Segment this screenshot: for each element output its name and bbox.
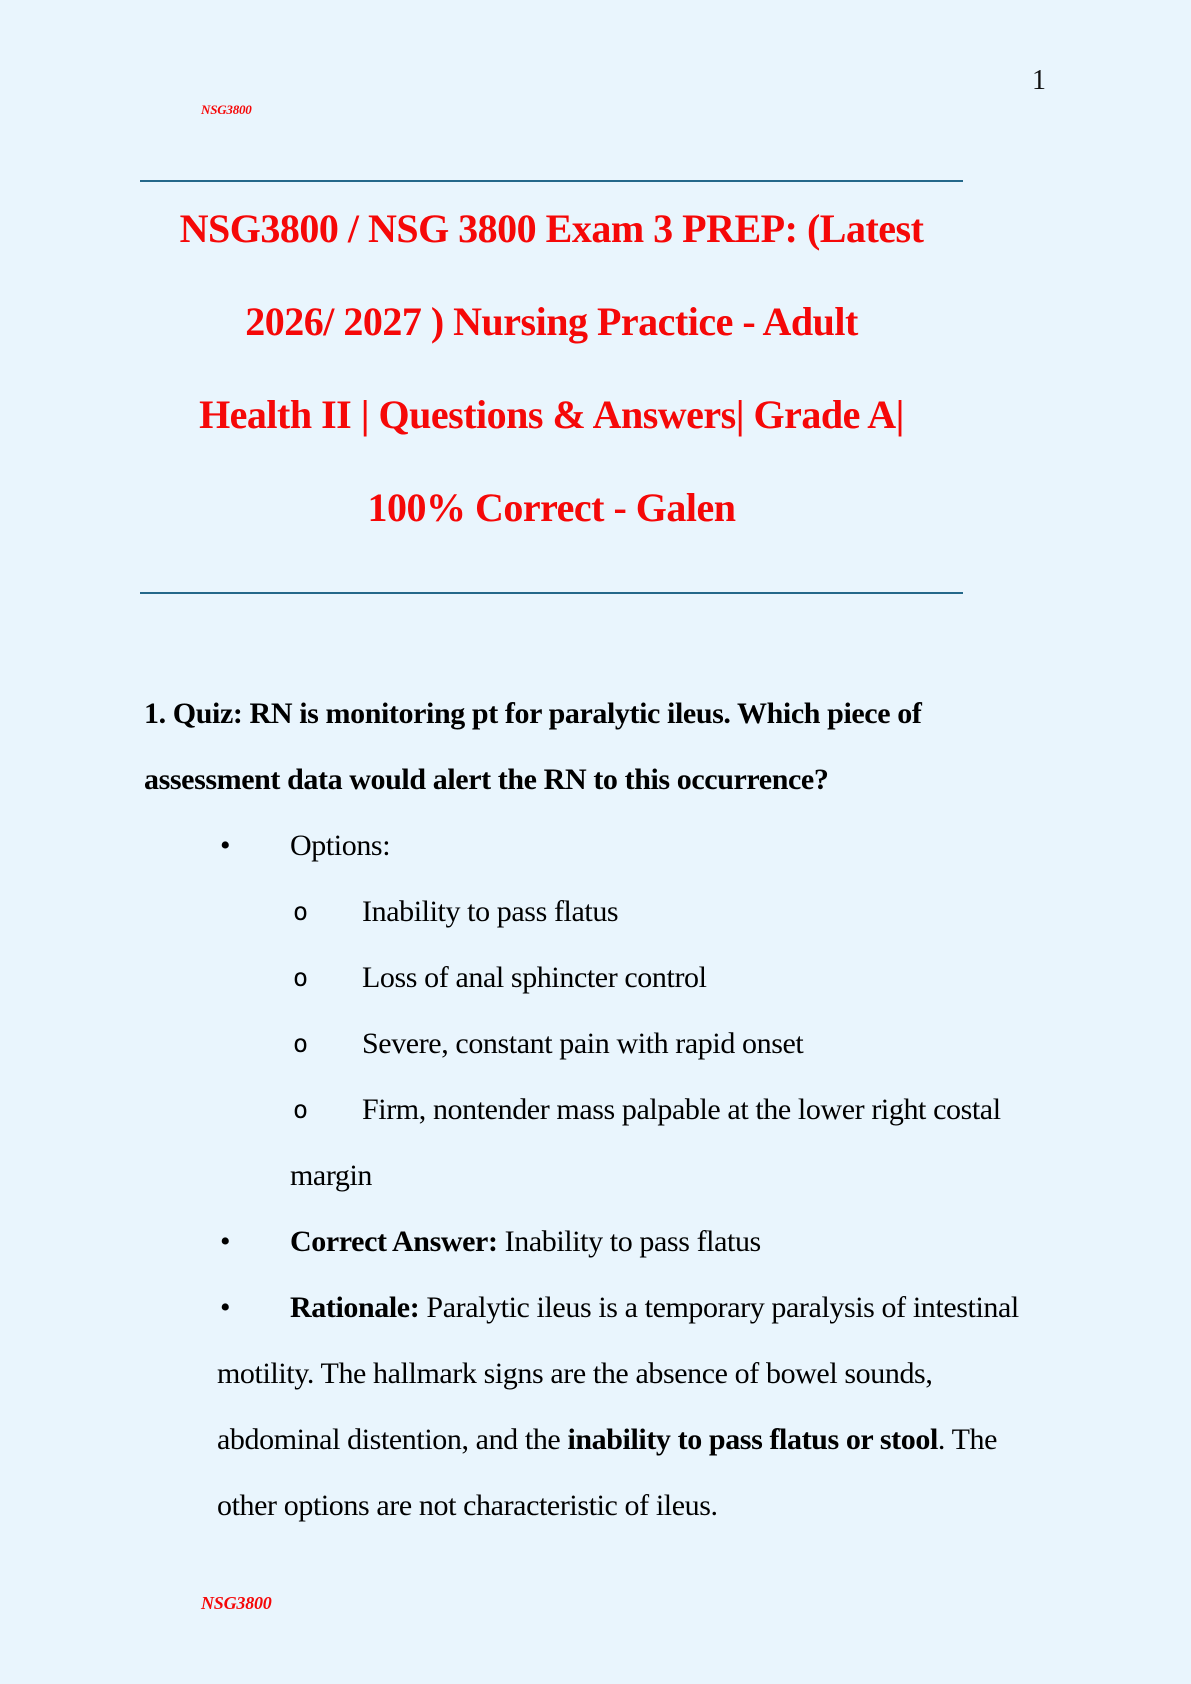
list-item-option-4 (144, 1077, 1060, 1209)
circle-bullet-icon: o (293, 897, 308, 926)
option-1-text: Inability to pass flatus (362, 895, 619, 928)
header-course-label: NSG3800 (201, 102, 252, 117)
title-section (140, 180, 963, 594)
correct-answer-text: Correct Answer: Inability to pass flatus (290, 1225, 761, 1258)
footer-course-label: NSG3800 (201, 1593, 272, 1613)
bullet-icon: • (220, 1225, 231, 1258)
list-item-options-label (144, 813, 1060, 879)
document-title: NSG3800 / NSG 3800 Exam 3 PREP: (Latest 2026/ 2027 ) Nursing Practice - Adult Health II | Questions & Answers| Grade A| 100% Correct - Galen (179, 206, 924, 530)
page-number: 1 (1032, 65, 1046, 96)
rationale-text: Rationale: Paralytic ileus is a temporary paralysis of intestinal motility. The hallmark signs are the absence of bowel sounds, abdominal distention, and the inability to pass flatus or stool. The other options are not characteristic of ileus. (217, 1291, 1019, 1522)
list-item-option-1 (144, 879, 1060, 945)
circle-bullet-icon: o (293, 1095, 308, 1124)
bullet-icon: • (220, 1291, 231, 1324)
option-3-text: Severe, constant pain with rapid onset (362, 1027, 804, 1060)
list-item-rationale (144, 1275, 1060, 1539)
question-text: 1. Quiz: RN is monitoring pt for paralytic ileus. Which piece of assessment data would alert the RN to this occurrence? (144, 697, 922, 796)
list-item-correct-answer (144, 1209, 1060, 1275)
list-item-option-3 (144, 1011, 1060, 1077)
option-4-text: Firm, nontender mass palpable at the lower right costal margin (290, 1093, 1001, 1192)
circle-bullet-icon: o (293, 963, 308, 992)
option-2-text: Loss of anal sphincter control (362, 961, 707, 994)
bullet-icon: • (220, 829, 231, 862)
options-label-text: Options: (290, 829, 391, 862)
circle-bullet-icon: o (293, 1029, 308, 1058)
list-item-option-2 (144, 945, 1060, 1011)
document-body (144, 681, 1060, 1539)
